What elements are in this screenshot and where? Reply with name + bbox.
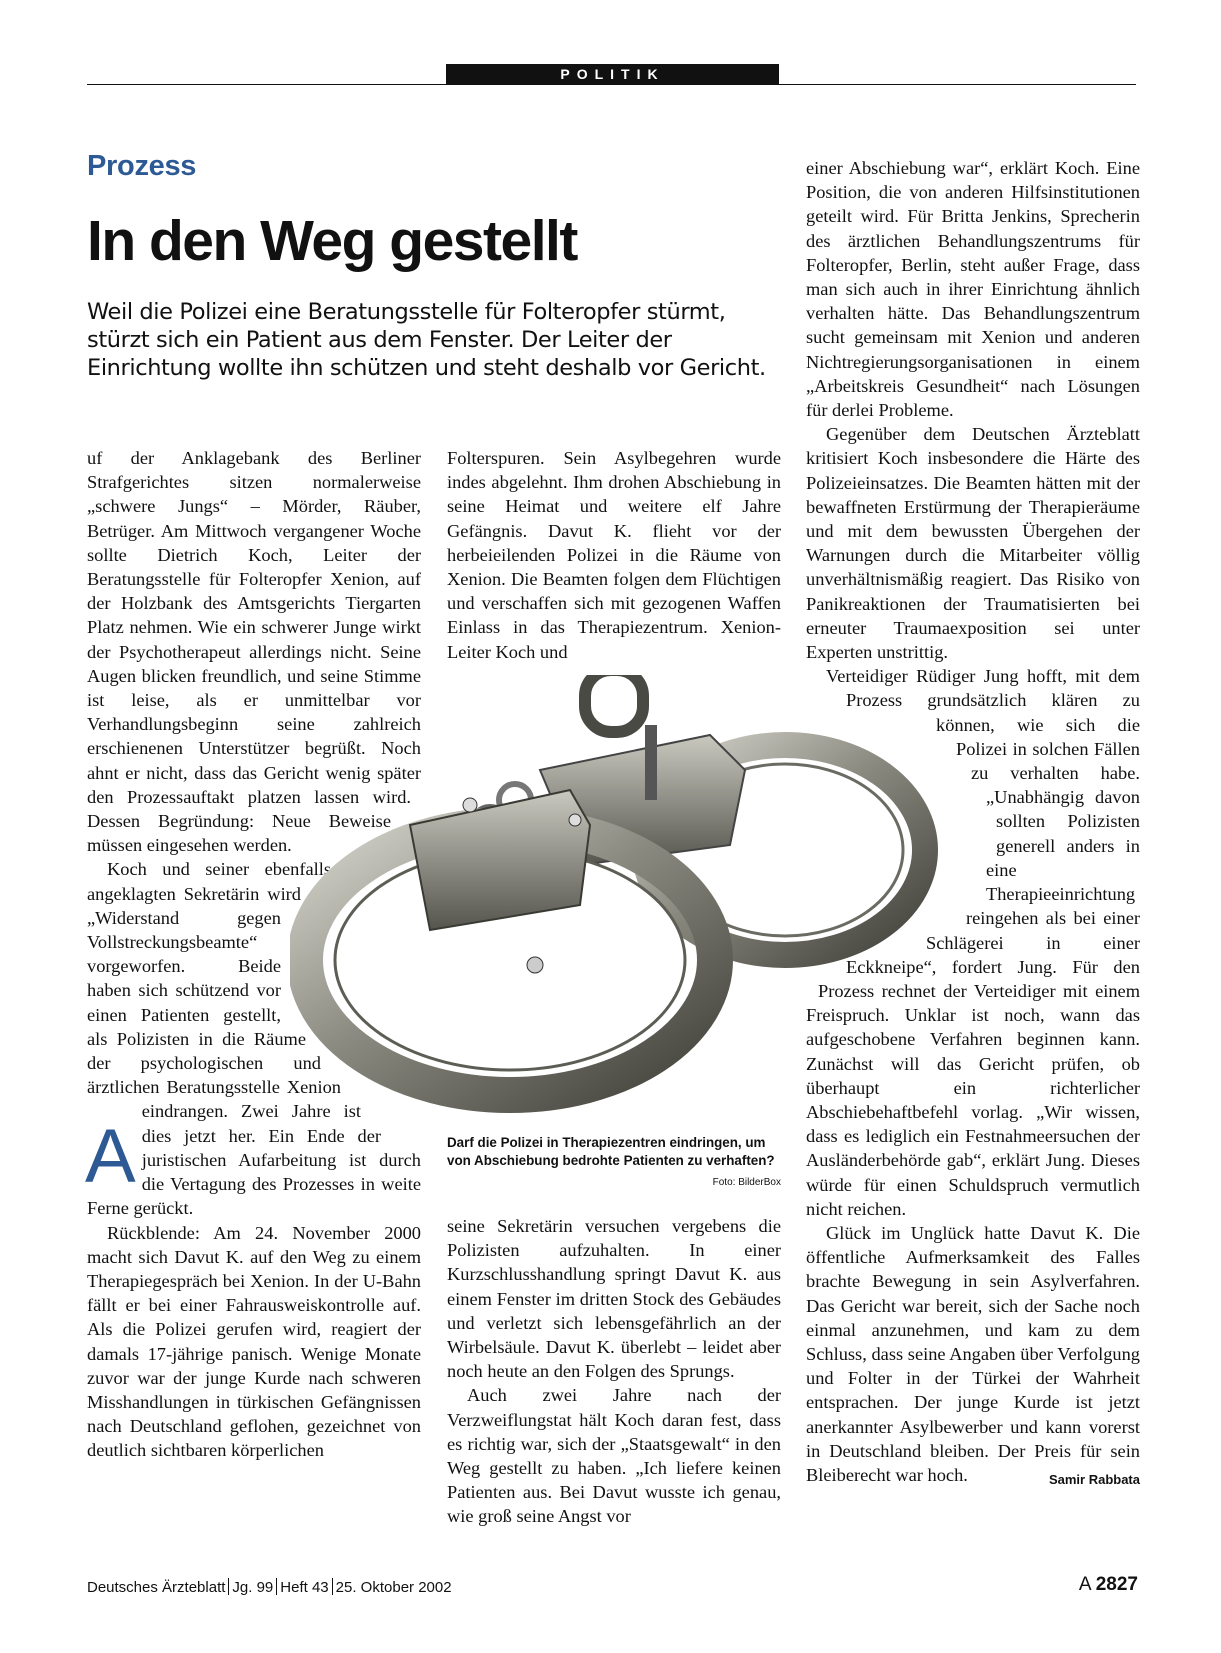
footer [87, 1578, 452, 1596]
paragraph: Auch zwei Jahre nach der Verzweiflungstat hält Koch daran fest, dass es richtig war, sich der „Staatsgewalt“ in den Weg gestellt zu haben. „Ich liefere keinen Patienten aus. Bei Davut wusste ich genau, wie groß seine Angst vor [447, 1385, 781, 1527]
article-column-2-bottom [447, 1214, 781, 1529]
caption-text: Darf die Polizei in Therapiezentren eindringen, um von Abschiebung bedrohte Patienten zu verhaften? [447, 1135, 775, 1168]
drop-cap: A [85, 1114, 136, 1199]
article-column-3 [806, 156, 1140, 1492]
divider [332, 1578, 333, 1595]
paragraph: Folterspuren. Sein Asylbegehren wurde indes abgelehnt. Ihm drohen Abschiebung in seine Heimat und weitere elf Jahre Gefängnis. Davut K. flieht vor der herbeieilenden Polizei in die Räume von Xenion. Die Beamten folgen dem Flüchtigen und verschaffen sich mit gezogenen Waffen Einlass in das Therapiezentrum. Xenion-Leiter Koch und [447, 448, 781, 662]
photo-credit: Foto: BilderBox [712, 1177, 781, 1188]
paragraph: Koch und seiner ebenfalls angeklagten Sekretärin wird „Widerstand gegen Vollstreckungsbeamte“ vorgeworfen. Beide haben sich schützend vor einen Patienten gestellt, als Polizisten in die Räume der psychologischen und ärztlichen Beratungsstelle Xenion eindrangen. Zwei Jahre ist dies jetzt her. Ein Ende der juristischen Aufarbeitung ist durch die Vertagung des Prozesses in weite Ferne gerückt. [87, 859, 421, 1219]
author: Samir Rabbata [1048, 1471, 1140, 1487]
article-column-2-top [447, 446, 781, 664]
volume: Jg. 99 [232, 1579, 274, 1596]
paragraph-text: Glück im Unglück hatte Davut K. Die öffentliche Aufmerksamkeit des Falles brachte Bewegung in sein Asylverfahren. Das Gericht war bereit, sich der Sache noch einmal anzunehmen, und kam zu dem Schluss, dass seine Angaben über Verfolgung und Folter in der Türkei der Wahrheit entsprachen. Der junge Kurde ist jetzt anerkannter Asylbewerber und kann vorerst in Deutschland bleiben. Der Preis für sein Bleiberecht war hoch. [806, 1222, 1140, 1485]
journal-name: Deutsches Ärzteblatt [87, 1579, 226, 1596]
header-rule [87, 84, 1136, 85]
paragraph [806, 1221, 1140, 1487]
lead-paragraph: Weil die Polizei eine Beratungsstelle für Folteropfer stürmt, stürzt sich ein Patient aus dem Fenster. Der Leiter der Einrichtung wollte ihn schützen und steht deshalb vor Gericht. [87, 299, 766, 381]
section-label: POLITIK [446, 64, 779, 85]
page-prefix: A [1078, 1574, 1091, 1595]
page-number-value: 2827 [1095, 1574, 1138, 1595]
headline: In den Weg gestellt [87, 209, 577, 273]
paragraph: Gegenüber dem Deutschen Ärzteblatt kritisiert Koch insbesondere die Härte des Polizeieinsatzes. Die Beamten hätten mit der bewaffneten Erstürmung der Therapieräume und mit dem bewussten Übergehen der Warnungen durch die Mitarbeiter völlig unverhältnismäßig reagiert. Das Risiko von Panikreaktionen der Traumatisierten bei erneuter Traumaexposition sei unter Experten unstrittig. [806, 424, 1140, 663]
issue: Heft 43 [280, 1579, 329, 1596]
paragraph: einer Abschiebung war“, erklärt Koch. Eine Position, die von anderen Hilfsinstitutionen geteilt wird. Für Britta Jenkins, Sprecherin des ärztlichen Behandlungszentrums für Folteropfer, Berlin, steht außer Frage, dass man sich auch in ihrer Einrichtung ähnlich verhalten hätte. Das Behandlungszentrum sucht gemeinsam mit Xenion und anderen Nichtregierungsorganisationen in einem „Arbeitskreis Gesundheit“ nach Lösungen für derlei Probleme. [806, 158, 1140, 421]
image-caption [447, 1134, 781, 1192]
paragraph: uf der Anklagebank des Berliner Strafgerichtes sitzen normalerweise „schwere Jungs“ – Mörder, Räuber, Betrüger. Am Mittwoch vergangener Woche sollte Dietrich Koch, Leiter der Beratungsstelle für Folteropfer Xenion, auf der Holzbank des Amtsgerichts Tiergarten Platz nehmen. Wie ein schwerer Junge wirkt der Psychotherapeut allerdings nicht. Seine Augen blicken freundlich, und seine Stimme ist leise, als er unmittelbar vor Verhandlungsbeginn seine zahlreich erschienenen Unterstützer begrüßt. Noch ahnt er nicht, dass das Gericht wenig später den Prozessauftakt platzen lassen wird. Dessen Begründung: Neue Beweise müssen eingesehen werden. [87, 448, 421, 856]
divider [228, 1578, 229, 1595]
kicker: Prozess [87, 150, 197, 182]
page-number [1079, 1574, 1138, 1596]
paragraph: seine Sekretärin versuchen vergebens die Polizisten aufzuhalten. In einer Kurzschlusshandlung springt Davut K. aus einem Fenster im dritten Stock des Gebäudes und verletzt sich lebensgefährlich an der Wirbelsäule. Davut K. überlebt – leidet aber noch heute an den Folgen des Sprungs. [447, 1216, 781, 1382]
divider [276, 1578, 277, 1595]
paragraph: Rückblende: Am 24. November 2000 macht sich Davut K. auf den Weg zu einem Therapiegespräch bei Xenion. In der U-Bahn fällt er bei einer Fahrausweiskontrolle auf. Als die Polizei gerufen wird, reagiert der damals 17-jährige panisch. Wenige Monate zuvor war der junge Kurde nach schweren Misshandlungen in türkischen Gefängnissen nach Deutschland geflohen, gezeichnet von deutlich sichtbaren körperlichen [87, 1222, 421, 1461]
issue-date: 25. Oktober 2002 [335, 1579, 452, 1596]
paragraph: Verteidiger Rüdiger Jung hofft, mit dem Prozess grundsätzlich klären zu können, wie sich die Polizei in solchen Fällen zu verhalten habe. „Unabhängig davon sollten Polizisten generell anders in eine Therapieeinrichtung reingehen als bei einer Schlägerei in einer Eckkneipe“, fordert Jung. Für den Prozess rechnet der Verteidiger mit einem Freispruch. Unklar ist noch, wann das aufgeschobene Verfahren beginnen kann. Zunächst will das Gericht prüfen, ob überhaupt ein richterlicher Abschiebehaftbefehl vorlag. „Wir wissen, dass es lediglich ein Festnahmeersuchen der Ausländerbehörde gab“, erklärt Jung. Dieses würde für einen Schuldspruch vermutlich nicht reichen. [806, 666, 1140, 1219]
